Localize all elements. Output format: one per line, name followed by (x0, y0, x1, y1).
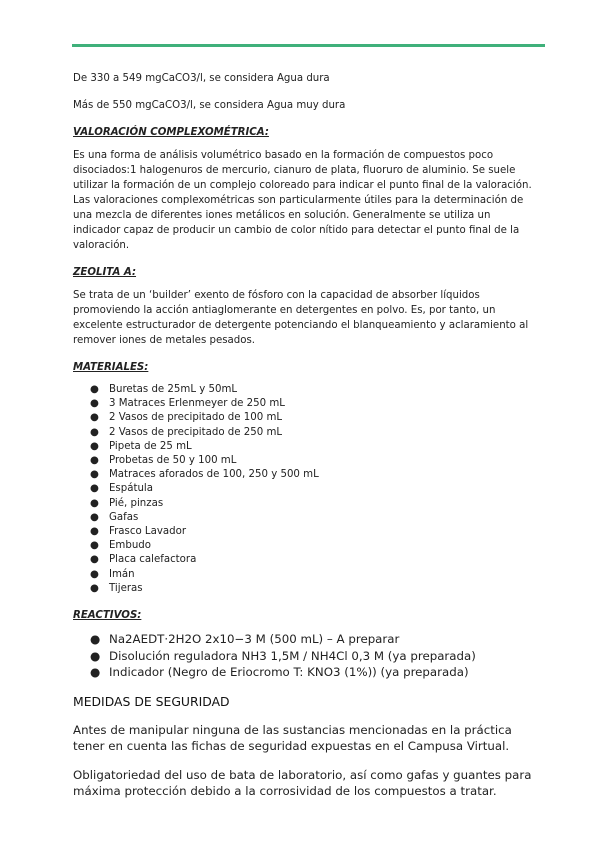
bullet-icon: ● (90, 440, 99, 452)
list-item: ● Frasco Lavador (73, 525, 533, 539)
bullet-icon: ● (90, 648, 101, 663)
list-item: ● 3 Matraces Erlenmeyer de 250 mL (73, 397, 533, 411)
bullet-icon: ● (90, 554, 99, 566)
reactivos-list (73, 631, 533, 681)
list-item: ● Na2AEDT·2H2O 2x10−3 M (500 mL) – A preparar (90, 632, 400, 647)
zeolita-heading: ZEOLITA A: (73, 267, 137, 278)
list-item: ● Tijeras (73, 582, 533, 596)
materiales-heading: MATERIALES: (73, 362, 149, 373)
bullet-icon: ● (90, 526, 99, 538)
bullet-icon: ● (90, 632, 101, 647)
list-item: ● Pipeta de 25 mL (73, 440, 533, 454)
list-item: ● Buretas de 25mL y 50mL (73, 383, 533, 397)
list-item: ● Gafas (73, 511, 533, 525)
list-item: ● Pié, pinzas (73, 497, 533, 511)
bullet-icon: ● (90, 469, 99, 481)
list-item: ● Embudo (73, 539, 533, 553)
seguridad-paragraph-2: Obligatoriedad del uso de bata de laboratorio, así como gafas y guantes para máxima protección debido a la corrosividad de los compuestos a tratar. (73, 767, 532, 799)
list-item: ● Imán (73, 568, 533, 582)
zeolita-text: Se trata de un ‘builder’ exento de fósforo con la capacidad de absorber líquidos promoviendo la acción antiaglomerante en detergentes en polvo. Es, por tanto, un excelente estructurador de detergente potenciando el blanqueamiento y aclaramiento al remover iones de metales pesados. (73, 290, 529, 346)
hardness-line-dura: De 330 a 549 mgCaCO3/l, se considera Agua dura (73, 73, 330, 84)
bullet-icon: ● (90, 665, 101, 680)
list-item: ● Probetas de 50 y 100 mL (73, 454, 533, 468)
document-body (73, 71, 533, 812)
bullet-icon: ● (90, 511, 99, 523)
list-item: ● Placa calefactora (73, 553, 533, 567)
bullet-icon: ● (90, 398, 99, 410)
hardness-line-muy-dura: Más de 550 mgCaCO3/l, se considera Agua muy dura (73, 100, 346, 111)
list-item: ● Indicador (Negro de Eriocromo T: KNO3 (1%)) (ya preparada) (90, 665, 469, 680)
header-rule (72, 44, 545, 47)
bullet-icon: ● (90, 455, 99, 467)
bullet-icon: ● (90, 426, 99, 438)
complexometric-heading: VALORACIÓN COMPLEXOMÉTRICA: (73, 127, 269, 138)
bullet-icon: ● (90, 582, 99, 594)
bullet-icon: ● (90, 540, 99, 552)
seguridad-paragraph-1: Antes de manipular ninguna de las sustancias mencionadas en la práctica tener en cuenta las fichas de seguridad expuestas en el Campusa Virtual. (73, 722, 512, 754)
seguridad-heading: MEDIDAS DE SEGURIDAD (73, 693, 230, 709)
list-item: ● Matraces aforados de 100, 250 y 500 mL (73, 468, 533, 482)
complexometric-text: Es una forma de análisis volumétrico basado en la formación de compuestos poco disociados:1 halogenuros de mercurio, cianuro de plata, fluoruro de aluminio. Se suele utilizar la formación de un complejo coloreado para indicar el punto final de la valoración. Las valoraciones complexométricas son particularmente útiles para la determinación de una mezcla de diferentes iones metálicos en solución. Generalmente se utiliza un indicador capaz de producir un cambio de color nítido para detectar el punto final de la valoración. (73, 150, 532, 251)
list-item: ● Espátula (73, 482, 533, 496)
list-item: ● 2 Vasos de precipitado de 100 mL (73, 411, 533, 425)
reactivos-heading: REACTIVOS: (73, 610, 142, 622)
bullet-icon: ● (90, 497, 99, 509)
bullet-icon: ● (90, 412, 99, 424)
materiales-list (73, 383, 533, 596)
list-item: ● 2 Vasos de precipitado de 250 mL (73, 426, 533, 440)
bullet-icon: ● (90, 483, 99, 495)
bullet-icon: ● (90, 384, 99, 395)
bullet-icon: ● (90, 568, 99, 580)
list-item: ● Disolución reguladora NH3 1,5M / NH4Cl 0,3 M (ya preparada) (90, 648, 476, 663)
